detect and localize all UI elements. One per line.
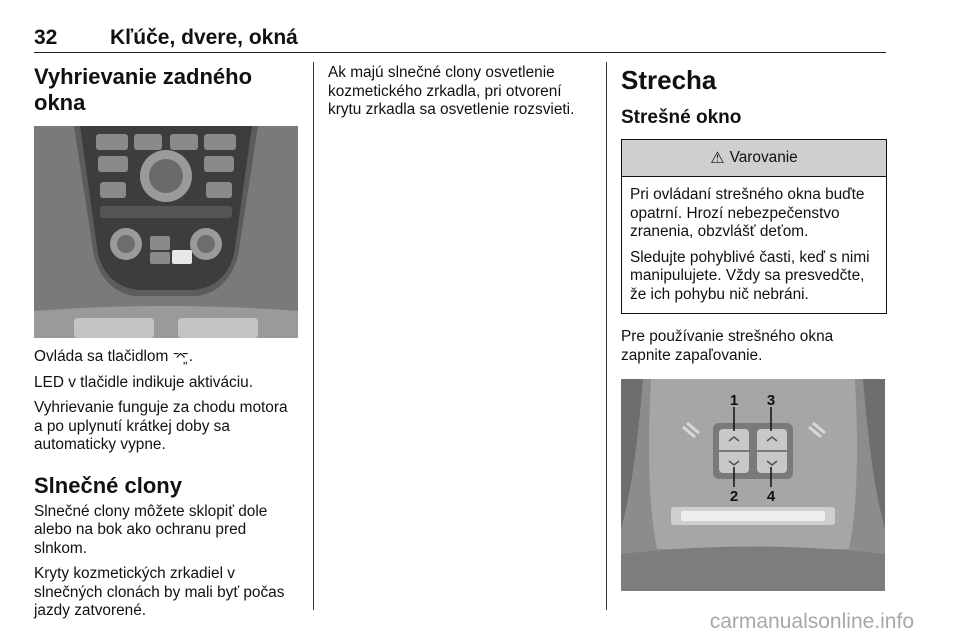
callout-label: 3 [766,392,776,409]
callout-label: 1 [729,392,739,409]
warning-paragraph: Pri ovládaní strešného okna buďte opatrní. Hrozí nebezpečenstvo zranenia, obzvlášť deťom. [630,186,865,240]
warning-triangle-icon: ⚠ [710,150,725,167]
callout-label: 2 [729,488,739,505]
warning-body [622,177,886,313]
paragraph: Vyhrievanie funguje za chodu motora a po uplynutí krátkej doby sa automaticky vypne. [34,399,288,453]
column-left [34,64,300,628]
paragraph: Slnečné clony môžete sklopiť dole alebo na bok ako ochranu pred slnkom. [34,502,268,557]
column-right [621,64,887,591]
sunroof-switch-illustration [621,379,885,591]
paragraph: LED v tlačidle indikuje aktiváciu. [34,373,253,391]
subsection-title-sunroof: Strešné okno [621,107,742,128]
column-divider [606,62,607,610]
chapter-title: Kľúče, dvere, okná [110,26,298,49]
section-title-roof: Strecha [621,65,717,95]
callout-label: 4 [766,488,776,505]
section-title-rear-window-heating: Vyhrievanie zadného okna [34,64,253,115]
section-title-sun-visors: Slnečné clony [34,472,182,498]
paragraph: Pre používanie strešného okna zapnite zapaľovanie. [621,328,834,364]
column-divider [313,62,314,610]
warning-header: ⚠ Varovanie [622,140,886,177]
warning-paragraph: Sledujte pohyblivé časti, keď s nimi manipulujete. Vždy sa presvedčte, že ich pohybu nič nebráni. [630,248,870,303]
dashboard-console-illustration [34,126,298,338]
watermark: carmanualsonline.info [709,610,914,633]
paragraph: Ovláda sa tlačidlom ⌤͈. [34,348,194,365]
sunroof-switch-drawing [621,379,885,591]
rear-window-defrost-icon: ⌤͈ [172,349,189,365]
page-number: 32 [34,26,58,49]
column-middle [328,64,596,127]
paragraph: Kryty kozmetických zrkadiel v slnečných clonách by mali byť počas jazdy zatvorené. [34,565,285,619]
page-header [34,24,886,53]
dashboard-console-drawing [34,126,298,338]
warning-box [621,139,887,314]
paragraph: Ak majú slnečné clony osvetlenie kozmetického zrkadla, pri otvorení krytu zrkadla sa osvetlenie rozsvieti. [328,64,575,118]
